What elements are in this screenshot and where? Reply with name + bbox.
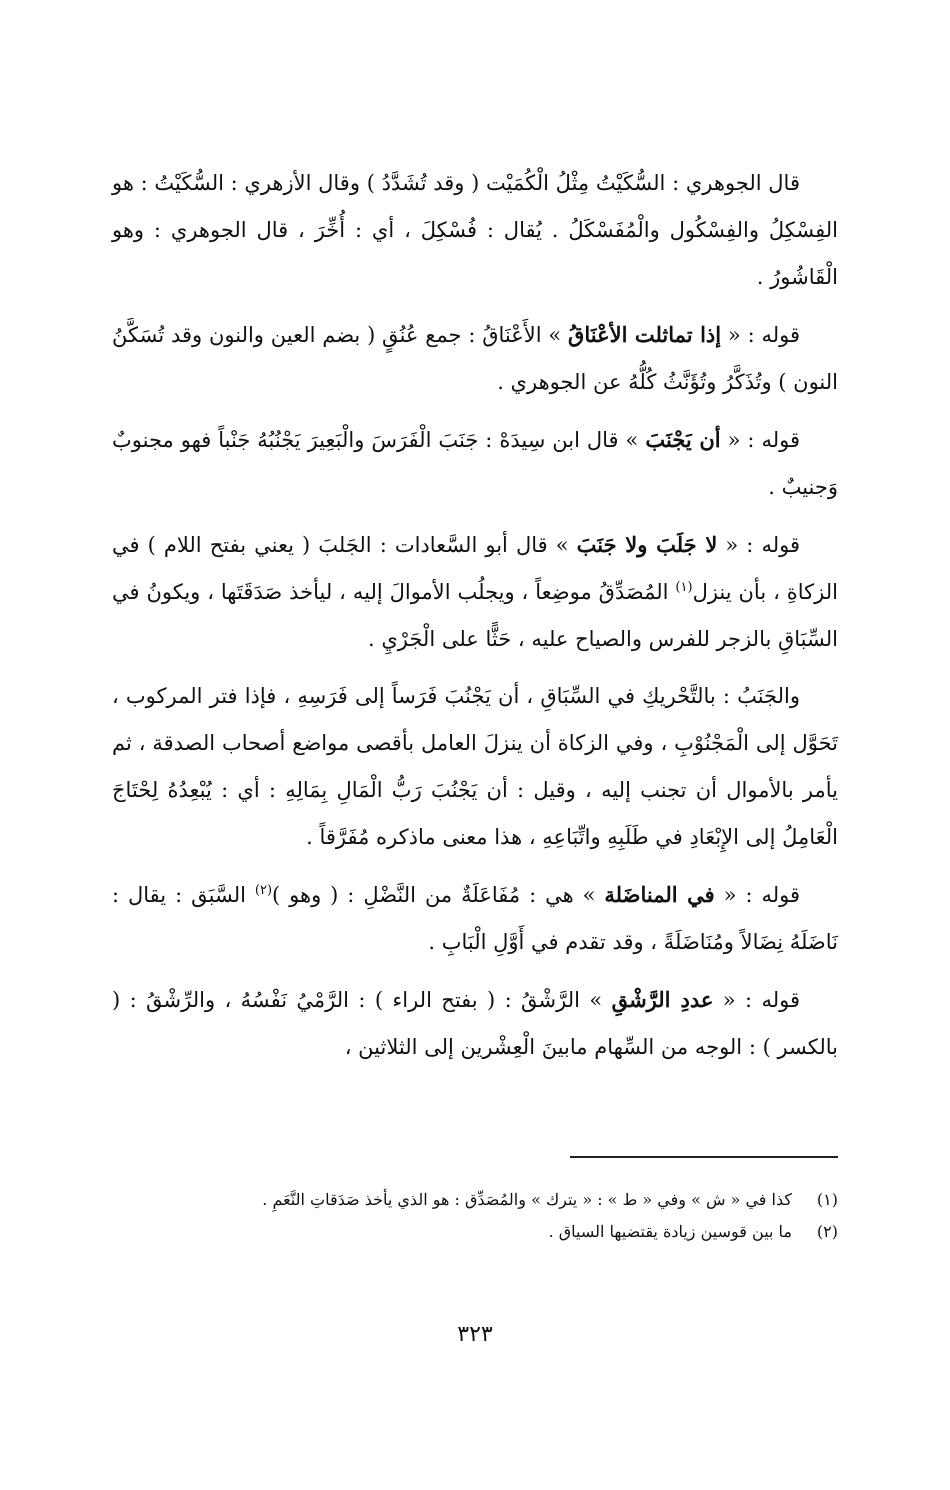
footnote-number: (٢) — [816, 1222, 838, 1241]
quoted-headword: في المناضَلة — [604, 882, 715, 907]
footnotes — [112, 1186, 838, 1250]
footnote — [112, 1218, 838, 1246]
paragraph-text: » قال ابن سِيدَهْ : جَنَبَ الْفَرَسَ والْبَعِيرَ يَجْنُبُهُ جَنْباً فهو مجنوبٌ وَجنيبٌ . — [112, 428, 838, 499]
quoted-headword: أن يَجْنَبَ — [645, 427, 721, 452]
footnote — [112, 1186, 838, 1214]
paragraph-text: قوله : « — [713, 988, 800, 1012]
quoted-headword: لا جَلَبَ ولا جَنَبَ — [576, 532, 718, 557]
footnote-text: كذا في « ش » وفي « ط » : « يترك » والمُصَدِّق : هو الذي يأخذ صَدَقاتِ النَّعَمِ . — [262, 1190, 792, 1209]
quoted-headword: عددِ الرَّشْقِ — [611, 987, 714, 1012]
paragraph-text: قوله : « — [714, 883, 801, 907]
paragraph — [112, 976, 838, 1071]
paragraph-text: قوله : « — [720, 428, 801, 452]
quoted-headword: إذا تماثلت الأعْنَاقُ — [568, 322, 722, 347]
footnote-number: (١) — [816, 1190, 838, 1209]
paragraph-text: والجَنَبُ : بالتَّحْريكِ في السِّبَاقِ ، أن يَجْنُبَ فَرَساً إلى فَرَسِهِ ، فإذا فتر المركوب ، تَحَوَّل إلى الْمَجْنُوْبِ ، وفي الزكاة أن ينزلَ العامل بأقصى مواضع أصحاب الصدقة ، ثم يأمر بالأموال أن تجنب إليه ، وقيل : أن يَجْنُبَ رَبُّ الْمَالِ بِمَالِهِ : أي : يُبْعِدُهُ لِحْتَاجَ الْعَامِلُ إلى الإِبْعَادِ في طَلَبِهِ واتِّبَاعِهِ ، هذا معنى ماذكره مُفَرَّقاً . — [112, 684, 838, 849]
paragraph — [112, 160, 838, 301]
footnote-reference: (١) — [675, 580, 693, 595]
paragraph-text: قال الجوهري : السُّكَيْتُ مِثْلُ الْكُمَيْت ( وقد تُشَدَّدُ ) وقال الأزهري : السُّكَيْتُ : هو الفِسْكِلُ والفِسْكُول والْمُفَسْكَلُ . يُقال : فُسْكِلَ ، أي : أُخِّرَ ، قال الجوهري : وهو الْقَاشُورُ . — [112, 171, 838, 289]
paragraph — [112, 871, 838, 966]
paragraph — [112, 311, 838, 406]
paragraph-text: » الرَّشْقُ : ( بفتح الراء ) : الرَّمْيُ نَفْسُهُ ، والرِّشْقُ : ( بالكسر ) : الوجه من السِّهام مابينَ الْعِشْرين إلى الثلاثين ، — [112, 988, 838, 1059]
paragraph-text: السَّبَق : يقال : نَاضَلَهُ نِضَالاً ومُنَاضَلَةً ، وقد تقدم في أَوَّلِ الْبَابِ . — [112, 883, 838, 954]
footnote-text: ما بين قوسين زيادة يقتضيها السياق . — [548, 1222, 792, 1241]
page-number: ٣٢٣ — [457, 1322, 493, 1347]
paragraph-text: قوله : « — [717, 533, 800, 557]
paragraph — [112, 521, 838, 663]
footnote-divider — [570, 1156, 838, 1158]
paragraph-text: » قال أبو السَّعادات : الجَلبَ ( يعني بفتح اللام ) في الزكاةِ ، بأن ينزل — [112, 533, 838, 604]
paragraph-text: » الأَعْنَاقُ : جمع عُنُقٍ ( بضم العين والنون وقد تُسَكَّنُ النون ) وتُذَكَّرُ وتُؤَنَّثُ كُلُّهُ عن الجوهري . — [112, 323, 838, 394]
main-text — [112, 160, 838, 1081]
paragraph-text: » هي : مُفَاعَلَةٌ من النَّضْلِ : ( وهو ) — [272, 883, 605, 907]
paragraph — [112, 416, 838, 511]
paragraph-text: المُصَدِّقُ موضِعاً ، ويجلُب الأموالَ إليه ، ليأخذ صَدَقَتَها ، ويكونُ في السِّبَاقِ بالزجر للفرس والصياح عليه ، حَثًّا على الْجَرْيِ . — [112, 580, 838, 651]
paragraph — [112, 673, 838, 861]
paragraph-text: قوله : « — [721, 323, 800, 347]
footnote-reference: (٢) — [254, 883, 273, 898]
